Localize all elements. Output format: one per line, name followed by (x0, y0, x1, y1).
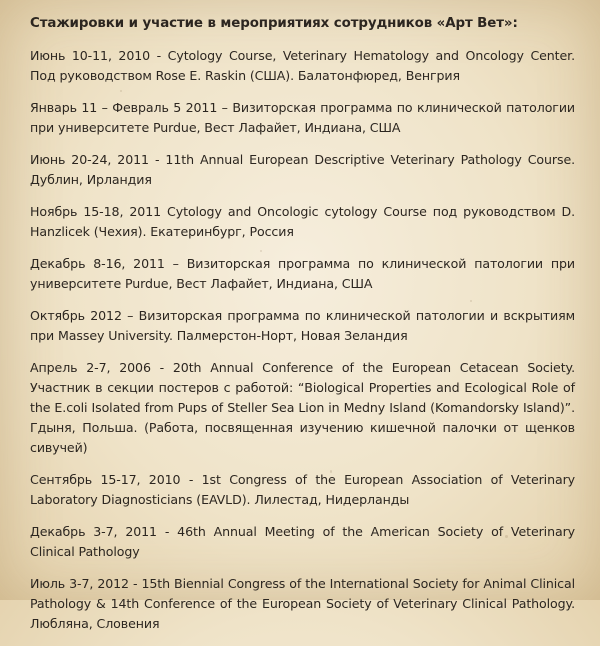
entry-4: Ноябрь 15-18, 2011 Cytology and Oncologic cytology Course под руководством D. Hanzlicek (Чехия). Екатеринбург, Россия (30, 204, 575, 239)
entry-9: Декабрь 3-7, 2011 - 46th Annual Meeting of the American Society of Veterinary Clinical Pathology (30, 524, 575, 559)
document-page (30, 14, 575, 646)
entry-6: Октябрь 2012 – Визиторская программа по клинической патологии и вскрытиям при Massey University. Палмерстон-Норт, Новая Зеландия (30, 308, 575, 343)
entries-list (30, 46, 575, 634)
entry-8: Сентябрь 15-17, 2010 - 1st Congress of the European Association of Veterinary Laboratory Diagnosticians (EAVLD). Лилестад, Нидерланды (30, 472, 575, 507)
entry-1: Июнь 10-11, 2010 - Cytology Course, Veterinary Hematology and Oncology Center. Под руководством Rose E. Raskin (США). Балатонфюред, Венгрия (30, 48, 575, 83)
entry-5: Декабрь 8-16, 2011 – Визиторская программа по клинической патологии при университете Purdue, Вест Лафайет, Индиана, США (30, 256, 575, 291)
entry-3: Июнь 20-24, 2011 - 11th Annual European Descriptive Veterinary Pathology Course. Дублин, Ирландия (30, 152, 575, 187)
entry-2: Январь 11 – Февраль 5 2011 – Визиторская программа по клинической патологии при университете Purdue, Вест Лафайет, Индиана, США (30, 100, 575, 135)
entry-7: Апрель 2-7, 2006 - 20th Annual Conference of the European Cetacean Society. Участник в секции постеров с работой: “Biological Properties and Ecological Role of the E.coli Isolated from Pups of Steller Sea Lion in Medny Island (Komandorsky Island)”. Гдыня, Польша. (Работа, посвященная изучению кишечной палочки от щенков сивучей) (30, 360, 575, 455)
entry-10: Июль 3-7, 2012 - 15th Biennial Congress of the International Society for Animal Clinical Pathology & 14th Conference of the European Society of Veterinary Clinical Pathology. Любляна, Словения (30, 576, 575, 631)
page-heading: Стажировки и участие в мероприятиях сотрудников «Арт Вет»: (30, 16, 518, 31)
